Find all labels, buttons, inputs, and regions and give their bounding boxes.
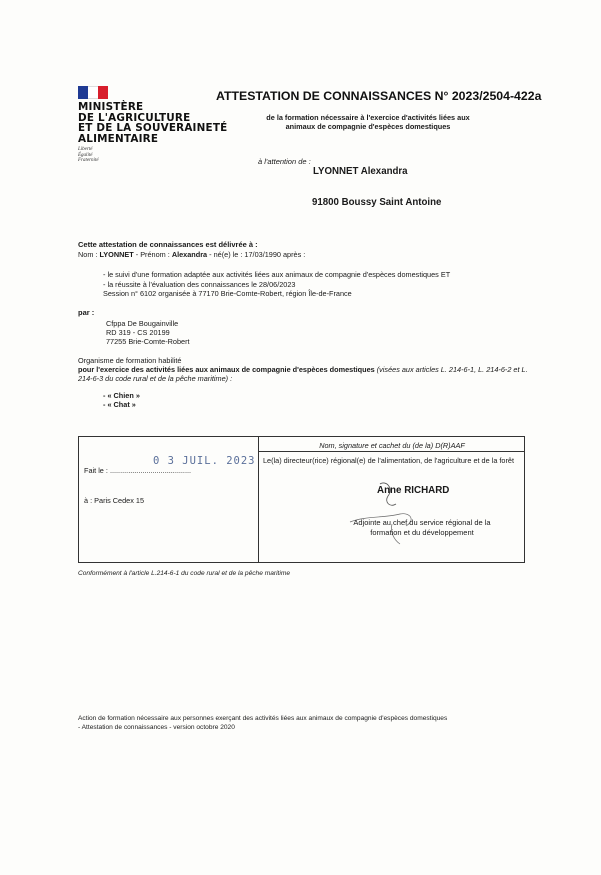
accreditation-articles: (visées aux articles L. 214-6-1, L. 214-6-2 et L. 214-6-3 du code rural et de la pêche maritime) : [78,365,528,384]
flag-blue-stripe [78,86,88,99]
holder-identity [78,250,305,259]
signature-header: Nom, signature et cachet du (de la) D(R)AAF [319,441,465,450]
attention-label: à l'attention de : [258,157,311,166]
box-divider [258,436,259,563]
accreditation-line: Organisme de formation habilité [78,356,182,365]
species-list [103,391,140,409]
signatory-role [327,518,517,538]
session-info: Session n° 6102 organisée à 77170 Brie-Comte-Robert, région Île-de-France [103,289,352,298]
ministry-line: DE L'AGRICULTURE [78,111,191,124]
training-organisation [106,319,190,347]
condition-item: - la réussite à l'évaluation des connaissances le 28/06/2023 [103,279,296,289]
org-line: RD 319 - CS 20199 [106,328,170,338]
organisation-accreditation [78,356,538,384]
species-item: - « Chien » [103,391,140,400]
prenom-label: - Prénom : [133,250,172,259]
role-line: Adjointe au chef du service régional de la [353,518,491,527]
recipient-address: 91800 Boussy Saint Antoine [312,197,442,208]
subtitle-line: animaux de compagnie d'espèces domestiques [285,122,451,131]
ministry-line: MINISTÈRE [78,101,144,113]
holder-birth: - né(e) le : 17/03/1990 après : [207,250,306,259]
flag-red-stripe [98,86,108,99]
par-label: par : [78,308,95,317]
director-title: Le(la) directeur(rice) régional(e) de l'alimentation, de l'agriculture et de la forêt [263,456,515,465]
conditions-list [103,270,450,299]
ministry-name [78,102,227,144]
conformity-note: Conformément à l'article L.214-6-1 du code rural et de la pêche maritime [78,570,290,577]
document-footer [78,714,538,732]
condition-item: - le suivi d'une formation adaptée aux activités liées aux animaux de compagnie d'espèces domestiques ET [103,270,451,279]
signatory-name: Anne RICHARD [377,485,450,496]
footer-line: Action de formation nécessaire aux personnes exerçant des activités liées aux animaux de compagnie d'espèces domestiques [78,715,448,722]
recipient-name: LYONNET Alexandra [313,166,408,177]
flag-white-stripe [88,86,98,99]
marianne-flag-icon [78,86,108,99]
holder-surname: LYONNET [99,250,134,259]
org-line: Cfppa De Bougainville [106,319,179,328]
subtitle-line: de la formation nécessaire à l'exercice d'activités liées aux [266,113,470,122]
accreditation-scope: pour l'exercice des activités liées aux animaux de compagnie d'espèces domestiques [78,365,375,375]
ministry-line: ET DE LA SOUVERAINETÉ [78,122,228,134]
fait-le: Fait le : ........................................ [84,466,192,475]
role-line: formation et du développement [370,528,474,537]
org-line: 77255 Brie-Comte-Robert [106,337,190,347]
box-header-divider [258,451,525,452]
date-stamp: 0 3 JUIL. 2023 [153,455,256,467]
document-subtitle [238,113,498,131]
republic-motto [78,147,99,164]
nom-label: Nom : [78,250,100,259]
signing-place: à : Paris Cedex 15 [84,496,145,505]
footer-line: - Attestation de connaissances - version octobre 2020 [78,724,235,731]
motto-line: Égalité [78,152,93,158]
species-item: - « Chat » [103,400,136,410]
motto-line: Liberté [78,147,93,152]
ministry-line: ALIMENTAIRE [78,132,159,145]
delivered-heading: Cette attestation de connaissances est délivrée à : [78,240,258,249]
holder-firstname: Alexandra [171,250,208,259]
document-title: ATTESTATION DE CONNAISSANCES N° 2023/2504-422a [216,89,542,103]
motto-line: Fraternité [78,158,99,164]
